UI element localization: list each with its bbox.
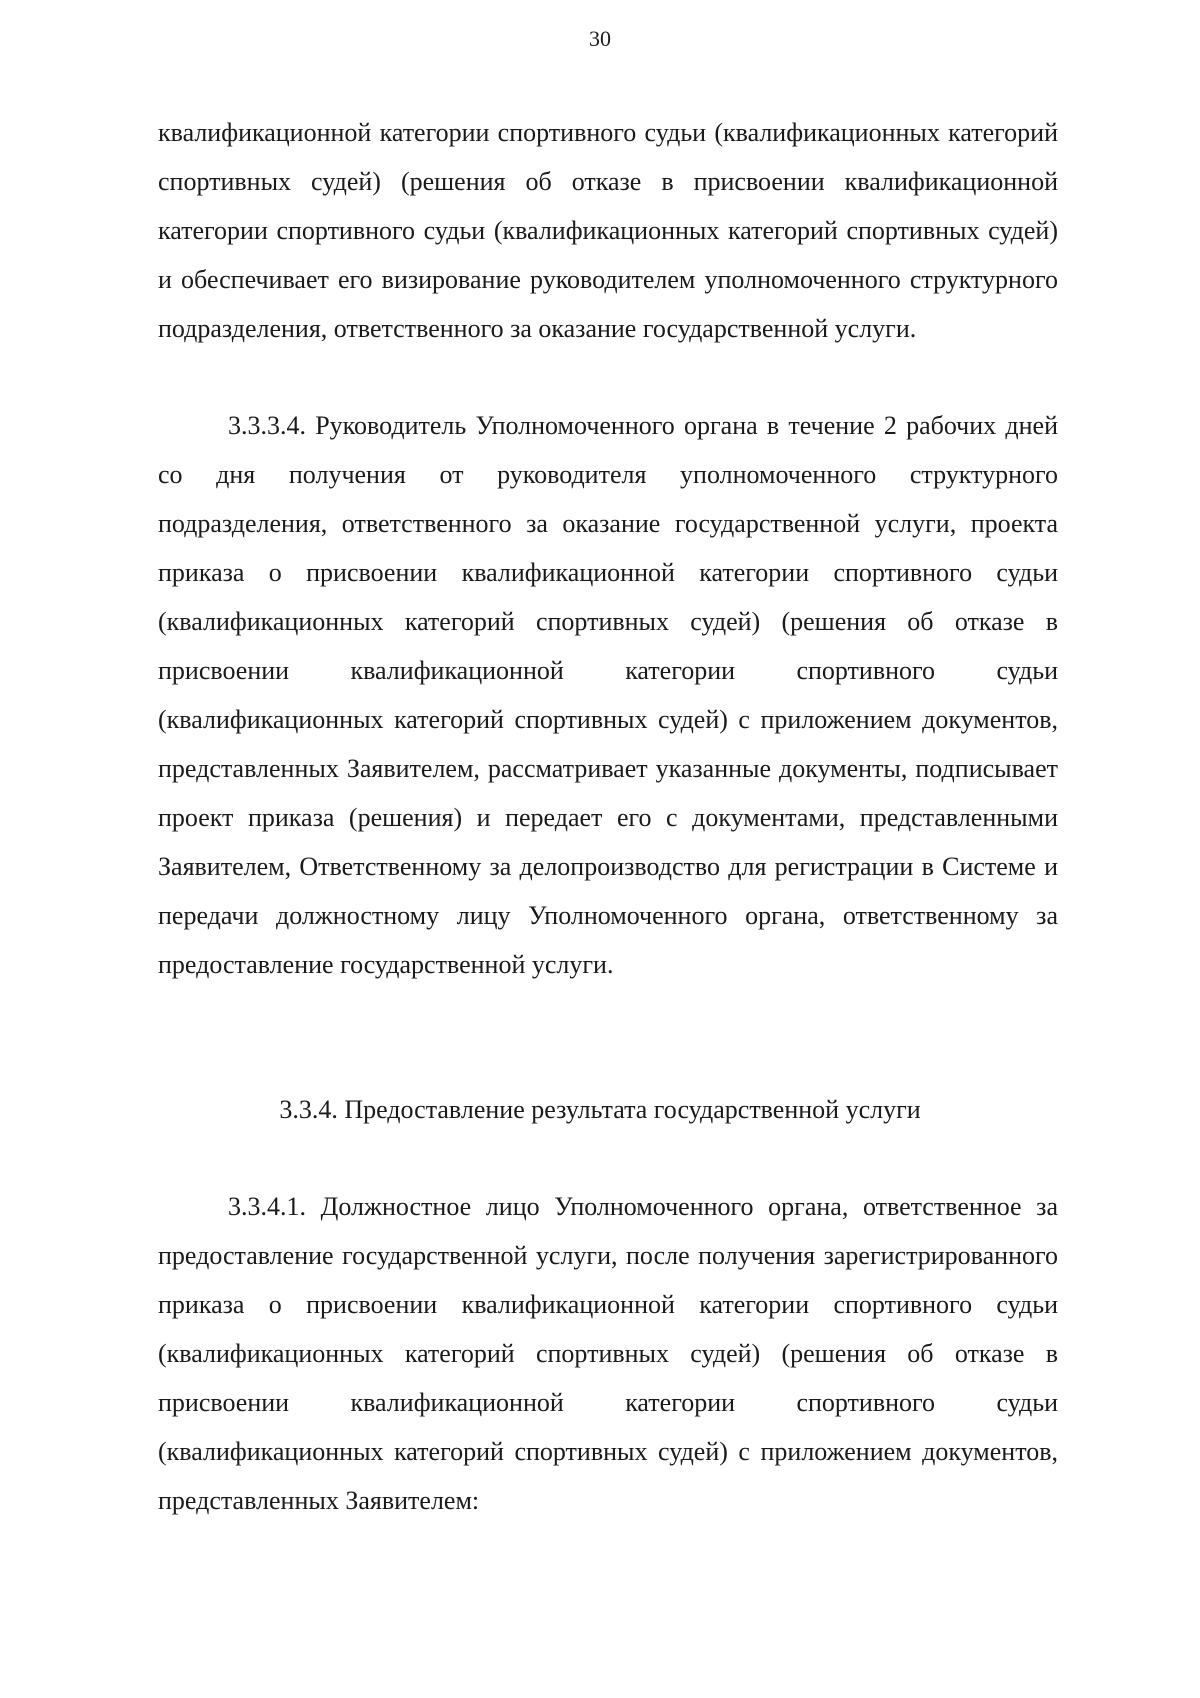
section-heading-3-3-4: 3.3.4. Предоставление результата государственной услуги — [279, 1095, 921, 1124]
page-number: 30 — [589, 26, 611, 51]
paragraph-continuation: квалификационной категории спортивного судьи (квалификационных категорий спортивных судей) (решения об отказе в присвоении квалификационной категории спортивного судьи (квалификационных категорий спортивных судей) и обеспечивает его визирование руководителем уполномоченного структурного подразделения, ответственного за оказание государственной услуги. — [158, 118, 1058, 343]
paragraph-block-1 — [158, 108, 1058, 353]
paragraph-3-3-4-1: 3.3.4.1. Должностное лицо Уполномоченного органа, ответственное за предоставление государственной услуги, после получения зарегистрированного приказа о присвоении квалификационной категории спортивного судьи (квалификационных категорий спортивных судей) (решения об отказе в присвоении квалификационной категории спортивного судьи (квалификационных категорий спортивных судей) с приложением документов, представленных Заявителем: — [158, 1192, 1058, 1515]
paragraph-block-2 — [158, 401, 1058, 989]
paragraph-block-3 — [158, 1182, 1058, 1525]
paragraph-3-3-3-4: 3.3.3.4. Руководитель Уполномоченного органа в течение 2 рабочих дней со дня получения от руководителя уполномоченного структурного подразделения, ответственного за оказание государственной услуги, проекта приказа о присвоении квалификационной категории спортивного судьи (квалификационных категорий спортивных судей) (решения об отказе в присвоении квалификационной категории спортивного судьи (квалификационных категорий спортивных судей) с приложением документов, представленных Заявителем, рассматривает указанные документы, подписывает проект приказа (решения) и передает его с документами, представленными Заявителем, Ответственному за делопроизводство для регистрации в Системе и передачи должностному лицу Уполномоченного органа, ответственному за предоставление государственной услуги. — [158, 411, 1058, 979]
